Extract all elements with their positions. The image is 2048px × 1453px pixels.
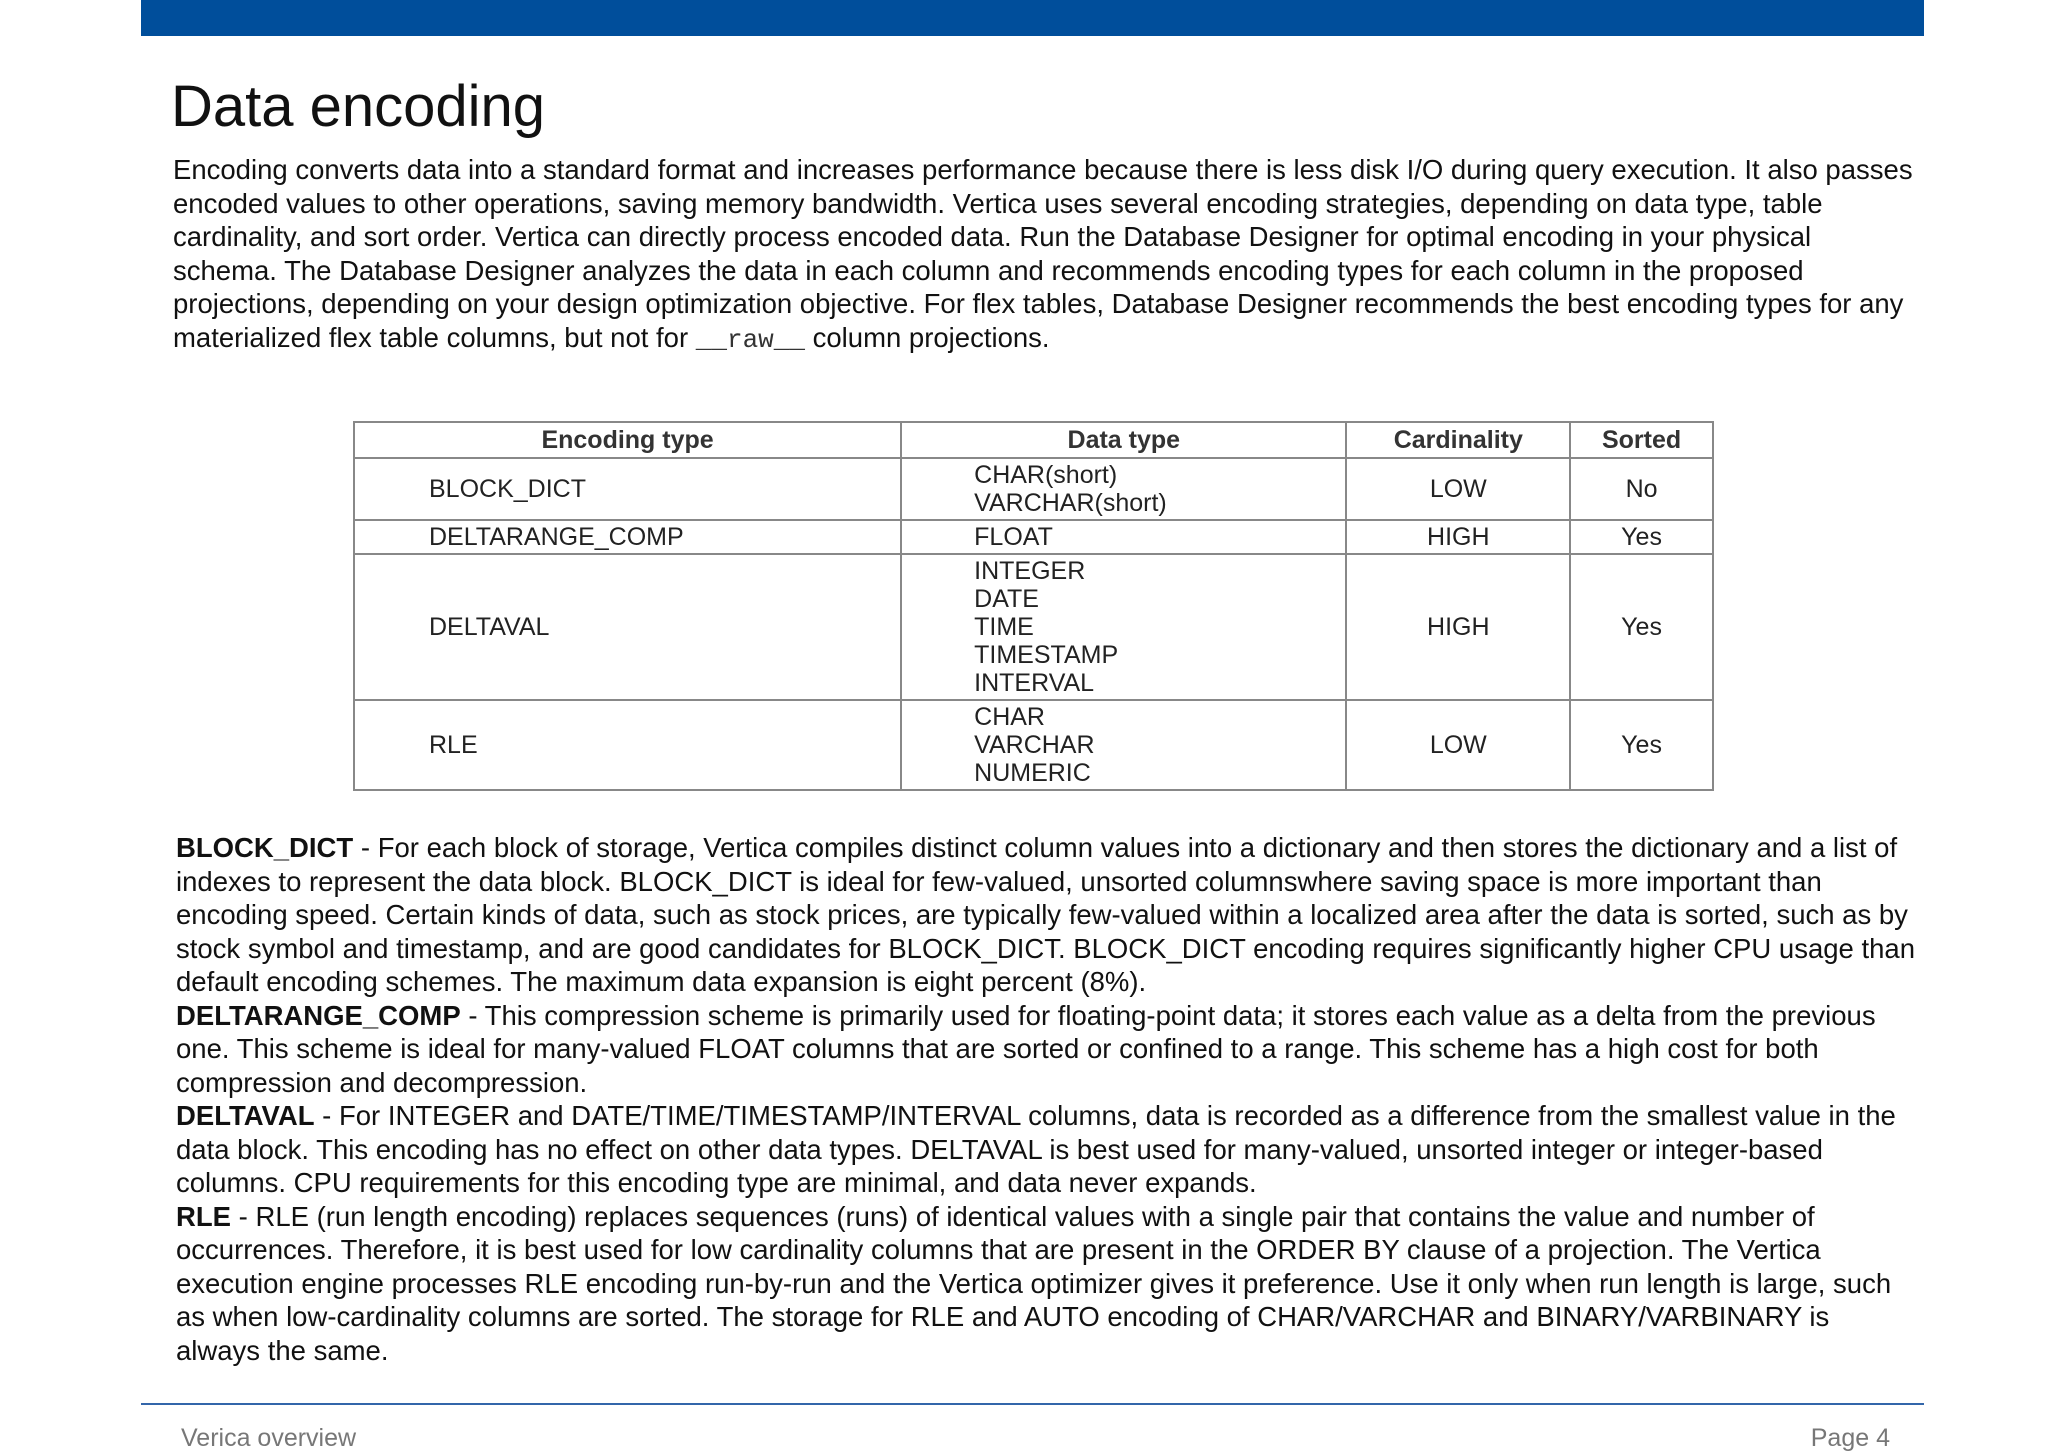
cell-sorted: Yes: [1570, 520, 1713, 554]
footer-document-title: Verica overview: [181, 1424, 357, 1452]
cell-data-type: [901, 458, 1346, 520]
data-type-item: CHAR: [974, 703, 1045, 731]
description-text: RLE (run length encoding) replaces sequences (runs) of identical values with a single pair that contains the value and number of occurrences. Therefore, it is best used for low cardinality columns that are present in the ORDER BY clause of a projection. The Vertica execution engine processes RLE encoding run-by-run and the Vertica optimizer gives it preference. Use it only when run length is large, such as when low-cardinality columns are sorted. The storage for RLE and AUTO encoding of CHAR/VARCHAR and BINARY/VARBINARY is always the same.: [176, 1200, 1892, 1366]
header-cardinality: Cardinality: [1346, 422, 1570, 458]
description-deltaval: [176, 1099, 1916, 1200]
intro-code-raw: __raw__: [695, 324, 805, 355]
cell-cardinality: LOW: [1346, 700, 1570, 790]
description-deltarange-comp: [176, 999, 1916, 1100]
cell-encoding: DELTARANGE_COMP: [354, 520, 901, 554]
intro-text-start: Encoding converts data into a standard format and increases performance because there is less disk I/O during query execution. It also passes encoded values to other operations, saving memory bandwidth. Vertica uses several encoding strategies, depending on data type, table cardinality, and sort order. Vertica can directly process encoded data. Run the Database Designer for optimal encoding in your physical schema. The Database Designer analyzes the data in each column and recommends encoding types for each column in the proposed projections, depending on your design optimization objective. For flex tables, Database Designer recommends the best encoding types for any materialized flex table columns, but not for: [173, 154, 1913, 353]
header-data-type: Data type: [901, 422, 1346, 458]
description-text: For each block of storage, Vertica compiles distinct column values into a dictionary and then stores the dictionary and a list of indexes to represent the data block. BLOCK_DICT is ideal for few-valued, unsorted columnswhere saving space is more important than encoding speed. Certain kinds of data, such as stock prices, are typically few-valued within a localized area after the data is sorted, such as by stock symbol and timestamp, and are good candidates for BLOCK_DICT. BLOCK_DICT encoding requires significantly higher CPU usage than default encoding schemes. The maximum data expansion is eight percent (8%).: [176, 832, 1915, 997]
description-rle: [176, 1200, 1916, 1368]
cell-data-type: [901, 520, 1346, 554]
footer-divider: [141, 1403, 1924, 1405]
data-type-item: TIMESTAMP: [974, 641, 1119, 669]
header-sorted: Sorted: [1570, 422, 1713, 458]
data-type-item: DATE: [974, 585, 1039, 613]
encoding-table: [353, 421, 1714, 791]
page-title: Data encoding: [171, 74, 546, 139]
cell-data-type: [901, 700, 1346, 790]
data-type-item: CHAR(short): [974, 461, 1118, 489]
description-text: For INTEGER and DATE/TIME/TIMESTAMP/INTERVAL columns, data is recorded as a difference from the smallest value in the data block. This encoding has no effect on other data types. DELTAVAL is best used for many-valued, unsorted integer or integer-based columns. CPU requirements for this encoding type are minimal, and data never expands.: [176, 1100, 1896, 1198]
description-term: DELTAVAL: [176, 1100, 315, 1131]
data-type-item: TIME: [974, 613, 1034, 641]
description-separator: -: [353, 832, 378, 863]
description-separator: -: [460, 999, 485, 1031]
cell-encoding: RLE: [354, 700, 901, 790]
description-term: DELTARANGE_COMP: [176, 999, 461, 1031]
data-type-item: VARCHAR: [974, 731, 1095, 759]
description-block-dict: [176, 831, 1916, 999]
description-separator: -: [314, 1100, 339, 1131]
table-header-row: [354, 422, 1713, 458]
cell-sorted: Yes: [1570, 700, 1713, 790]
cell-encoding: BLOCK_DICT: [354, 458, 901, 520]
top-banner-bar: [141, 0, 1924, 36]
cell-sorted: Yes: [1570, 554, 1713, 700]
intro-text-end: column projections.: [804, 321, 1050, 353]
cell-encoding: DELTAVAL: [354, 554, 901, 700]
data-type-item: VARCHAR(short): [974, 489, 1167, 517]
cell-data-type: [901, 554, 1346, 700]
cell-sorted: No: [1570, 458, 1713, 520]
data-type-item: FLOAT: [974, 523, 1053, 551]
footer-page-number: Page 4: [1810, 1424, 1890, 1452]
cell-cardinality: LOW: [1346, 458, 1570, 520]
data-type-item: INTEGER: [974, 557, 1086, 585]
header-encoding-type: Encoding type: [354, 422, 901, 458]
description-separator: -: [231, 1200, 256, 1232]
table-row: [354, 700, 1713, 790]
encoding-descriptions: [176, 831, 1916, 1367]
description-term: BLOCK_DICT: [176, 832, 354, 863]
table-row: [354, 458, 1713, 520]
cell-cardinality: HIGH: [1346, 554, 1570, 700]
table-row: [354, 554, 1713, 700]
cell-cardinality: HIGH: [1346, 520, 1570, 554]
data-type-item: NUMERIC: [974, 759, 1091, 787]
description-term: RLE: [176, 1200, 231, 1232]
intro-paragraph: [173, 153, 1913, 357]
description-text: This compression scheme is primarily used for floating-point data; it stores each value as a delta from the previous one. This scheme is ideal for many-valued FLOAT columns that are sorted or confined to a range. This scheme has a high cost for both compression and decompression.: [176, 999, 1876, 1098]
table-row: [354, 520, 1713, 554]
data-type-item: INTERVAL: [974, 669, 1095, 697]
